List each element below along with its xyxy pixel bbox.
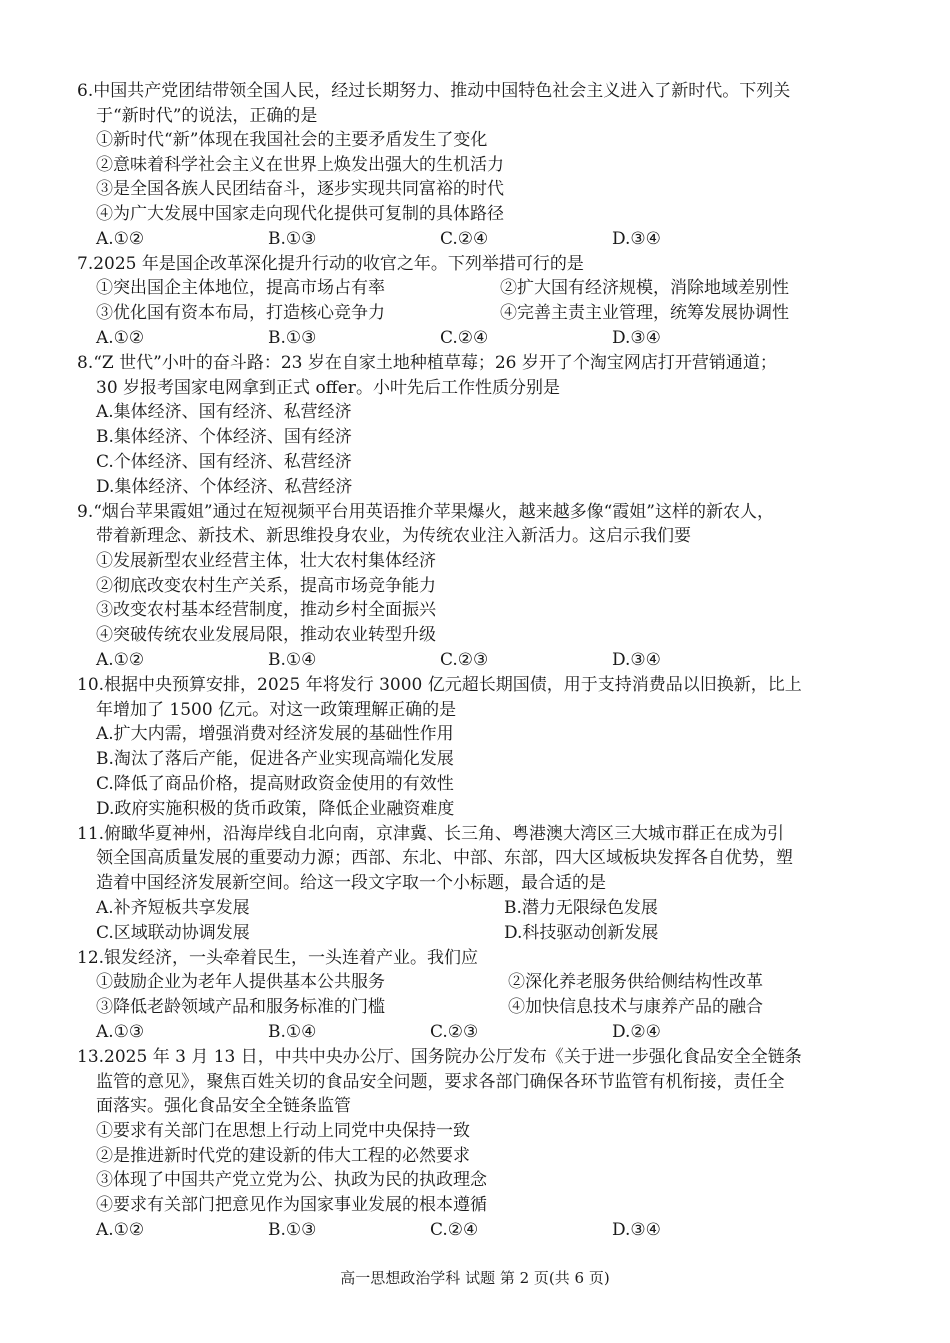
q7-option-b: B.①③ xyxy=(268,328,317,348)
q11-stem-line-3: 造着中国经济发展新空间。给这一段文字取一个小标题，最合适的是 xyxy=(96,873,606,893)
q12-option-b: B.①④ xyxy=(268,1022,317,1042)
q6-option-b: B.①③ xyxy=(268,229,317,249)
q9-statement-2: ②彻底改变农村生产关系，提高市场竞争能力 xyxy=(96,576,436,596)
q8-option-d: D.集体经济、个体经济、私营经济 xyxy=(96,477,353,497)
q10-option-c: C.降低了商品价格，提高财政资金使用的有效性 xyxy=(96,774,454,794)
q7-statement-4: ④完善主责主业管理，统筹发展协调性 xyxy=(500,303,789,323)
q11-stem-line-1: 11.俯瞰华夏神州，沿海岸线自北向南，京津冀、长三角、粤港澳大湾区三大城市群正在成为引 xyxy=(77,824,785,844)
q11-option-c: C.区域联动协调发展 xyxy=(96,923,250,943)
q9-stem-line-1: 9.“烟台苹果霞姐”通过在短视频平台用英语推介苹果爆火，越来越多像“霞姐”这样的新农人， xyxy=(77,502,774,522)
q13-option-a: A.①② xyxy=(96,1220,145,1240)
q9-option-d: D.③④ xyxy=(612,650,661,670)
q9-statement-1: ①发展新型农业经营主体，壮大农村集体经济 xyxy=(96,551,436,571)
q6-option-a: A.①② xyxy=(96,229,145,249)
q13-stem-line-1: 13.2025 年 3 月 13 日，中共中央办公厅、国务院办公厅发布《关于进一步强化食品安全全链条 xyxy=(77,1047,802,1067)
q8-stem-line-1: 8.“Z 世代”小叶的奋斗路：23 岁在自家土地种植草莓；26 岁开了个淘宝网店打开营销通道； xyxy=(77,353,777,373)
q13-statement-1: ①要求有关部门在思想上行动上同党中央保持一致 xyxy=(96,1121,470,1141)
q6-statement-1: ①新时代“新”体现在我国社会的主要矛盾发生了变化 xyxy=(96,130,488,150)
q13-statement-3: ③体现了中国共产党立党为公、执政为民的执政理念 xyxy=(96,1170,487,1190)
q9-option-b: B.①④ xyxy=(268,650,317,670)
page-footer: 高一思想政治学科 试题 第 2 页(共 6 页) xyxy=(340,1269,610,1287)
q10-option-a: A.扩大内需，增强消费对经济发展的基础性作用 xyxy=(96,724,454,744)
q7-option-c: C.②④ xyxy=(440,328,489,348)
q11-stem-line-2: 领全国高质量发展的重要动力源；西部、东北、中部、东部，四大区域板块发挥各自优势，塑 xyxy=(96,848,793,868)
q10-option-d: D.政府实施积极的货币政策，降低企业融资难度 xyxy=(96,799,455,819)
q13-stem-line-2: 监管的意见》，聚焦百姓关切的食品安全问题，要求各部门确保各环节监管有机衔接，责任全 xyxy=(96,1072,785,1092)
q7-statement-2: ②扩大国有经济规模，消除地域差别性 xyxy=(500,278,789,298)
q10-stem-line-2: 年增加了 1500 亿元。对这一政策理解正确的是 xyxy=(96,700,457,720)
q13-option-d: D.③④ xyxy=(612,1220,661,1240)
q11-option-a: A.补齐短板共享发展 xyxy=(96,898,250,918)
q6-option-c: C.②④ xyxy=(440,229,489,249)
q8-stem-line-2: 30 岁报考国家电网拿到正式 offer。小叶先后工作性质分别是 xyxy=(96,378,560,398)
q6-stem-line-1: 6.中国共产党团结带领全国人民，经过长期努力、推动中国特色社会主义进入了新时代。下列关 xyxy=(77,81,791,101)
q12-stem-line-1: 12.银发经济，一头牵着民生，一头连着产业。我们应 xyxy=(77,948,479,968)
q13-option-b: B.①③ xyxy=(268,1220,317,1240)
q9-option-c: C.②③ xyxy=(440,650,489,670)
q9-stem-line-2: 带着新理念、新技术、新思维投身农业，为传统农业注入新活力。这启示我们要 xyxy=(96,526,691,546)
q10-option-b: B.淘汰了落后产能，促进各产业实现高端化发展 xyxy=(96,749,454,769)
q10-stem-line-1: 10.根据中央预算安排，2025 年将发行 3000 亿元超长期国债，用于支持消费品以旧换新，比上 xyxy=(77,675,802,695)
q9-option-a: A.①② xyxy=(96,650,145,670)
q7-statement-3: ③优化国有资本布局，打造核心竞争力 xyxy=(96,303,385,323)
q13-statement-4: ④要求有关部门把意见作为国家事业发展的根本遵循 xyxy=(96,1195,487,1215)
q8-option-c: C.个体经济、国有经济、私营经济 xyxy=(96,452,352,472)
q7-option-a: A.①② xyxy=(96,328,145,348)
q9-statement-3: ③改变农村基本经营制度，推动乡村全面振兴 xyxy=(96,600,436,620)
q12-statement-2: ②深化养老服务供给侧结构性改革 xyxy=(508,972,763,992)
q12-option-c: C.②③ xyxy=(430,1022,479,1042)
q12-statement-4: ④加快信息技术与康养产品的融合 xyxy=(508,997,763,1017)
q6-statement-2: ②意味着科学社会主义在世界上焕发出强大的生机活力 xyxy=(96,155,504,175)
q7-statement-1: ①突出国企主体地位，提高市场占有率 xyxy=(96,278,385,298)
q6-stem-line-2: 于“新时代”的说法，正确的是 xyxy=(96,106,318,126)
q12-option-d: D.②④ xyxy=(612,1022,661,1042)
q12-option-a: A.①③ xyxy=(96,1022,145,1042)
q7-stem-line-1: 7.2025 年是国企改革深化提升行动的收官之年。下列举措可行的是 xyxy=(77,254,584,274)
q13-option-c: C.②④ xyxy=(430,1220,479,1240)
q8-option-b: B.集体经济、个体经济、国有经济 xyxy=(96,427,352,447)
q12-statement-3: ③降低老龄领域产品和服务标准的门槛 xyxy=(96,997,385,1017)
q12-statement-1: ①鼓励企业为老年人提供基本公共服务 xyxy=(96,972,385,992)
q13-stem-line-3: 面落实。强化食品安全全链条监管 xyxy=(96,1096,351,1116)
q11-option-b: B.潜力无限绿色发展 xyxy=(504,898,658,918)
q7-option-d: D.③④ xyxy=(612,328,661,348)
q11-option-d: D.科技驱动创新发展 xyxy=(504,923,659,943)
q6-statement-3: ③是全国各族人民团结奋斗，逐步实现共同富裕的时代 xyxy=(96,179,504,199)
q13-statement-2: ②是推进新时代党的建设新的伟大工程的必然要求 xyxy=(96,1146,470,1166)
q6-statement-4: ④为广大发展中国家走向现代化提供可复制的具体路径 xyxy=(96,204,504,224)
q9-statement-4: ④突破传统农业发展局限，推动农业转型升级 xyxy=(96,625,436,645)
q6-option-d: D.③④ xyxy=(612,229,661,249)
q8-option-a: A.集体经济、国有经济、私营经济 xyxy=(96,402,352,422)
